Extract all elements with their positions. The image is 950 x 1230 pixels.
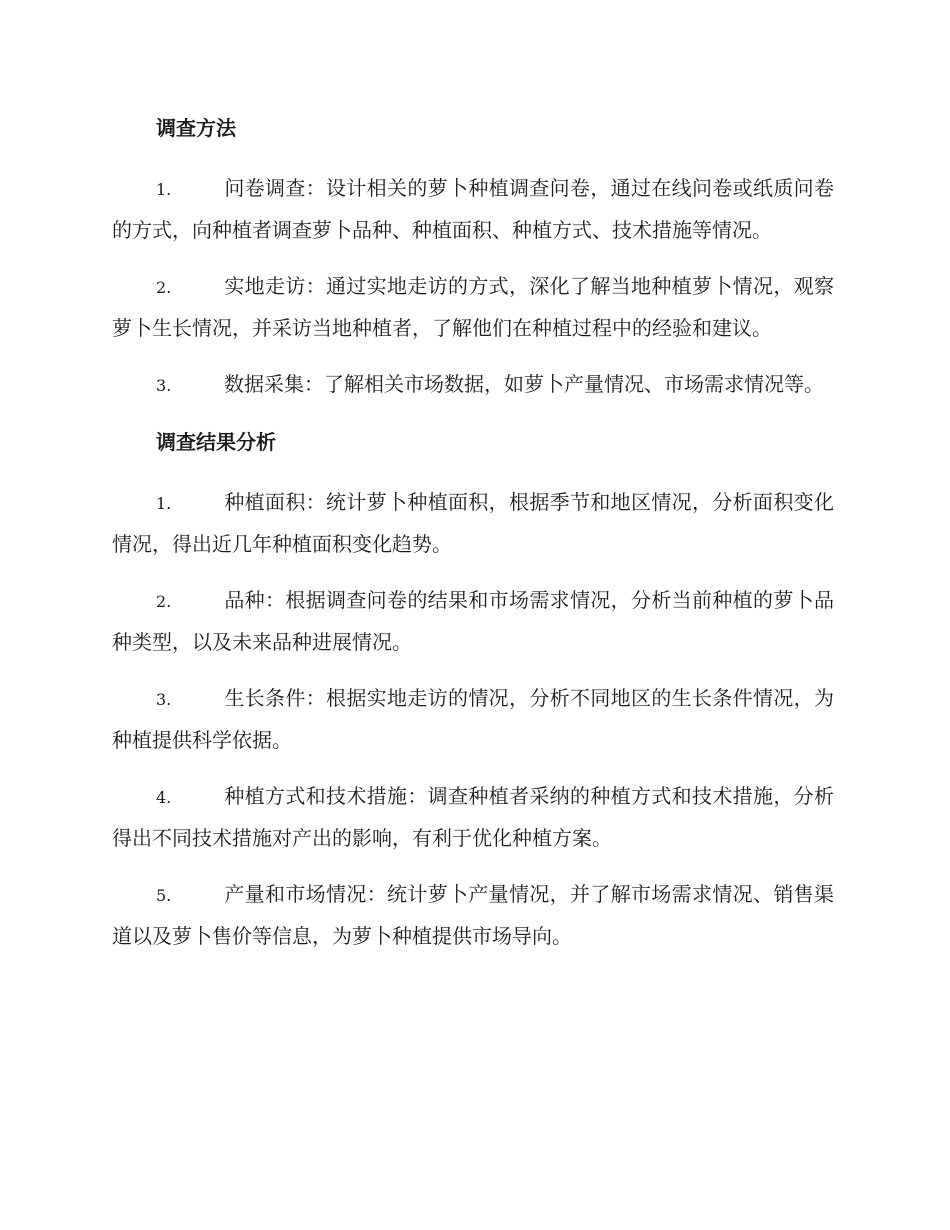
list-item — [112, 874, 834, 956]
list-item-text: 品种：根据调查问卷的结果和市场需求情况，分析当前种植的萝卜品种类型，以及未来品种进展情况。 — [112, 588, 834, 654]
list-number: 1. — [156, 180, 172, 199]
list-number: 3. — [156, 690, 172, 709]
list-item-text: 生长条件：根据实地走访的情况，分析不同地区的生长条件情况，为种植提供科学依据。 — [112, 686, 834, 752]
list-item-text: 种植面积：统计萝卜种植面积，根据季节和地区情况，分析面积变化情况，得出近几年种植面积变化趋势。 — [112, 490, 834, 556]
list-item — [112, 482, 834, 564]
list-number: 2. — [156, 278, 172, 297]
section-heading: 调查结果分析 — [156, 430, 276, 454]
list-item — [112, 266, 834, 348]
list-number: 1. — [156, 494, 172, 513]
document-page — [112, 108, 834, 972]
list-item-text: 产量和市场情况：统计萝卜产量情况，并了解市场需求情况、销售渠道以及萝卜售价等信息，为萝卜种植提供市场导向。 — [112, 882, 834, 948]
list-number: 2. — [156, 592, 172, 611]
list-item — [112, 580, 834, 662]
list-item-text: 问卷调查：设计相关的萝卜种植调查问卷，通过在线问卷或纸质问卷的方式，向种植者调查萝卜品种、种植面积、种植方式、技术措施等情况。 — [112, 176, 834, 242]
list-item-text: 数据采集：了解相关市场数据，如萝卜产量情况、市场需求情况等。 — [224, 372, 824, 396]
list-number: 5. — [156, 886, 172, 905]
list-item — [112, 678, 834, 760]
list-number: 4. — [156, 788, 172, 807]
list-item-text: 实地走访：通过实地走访的方式，深化了解当地种植萝卜情况，观察萝卜生长情况，并采访当地种植者，了解他们在种植过程中的经验和建议。 — [112, 274, 834, 340]
list-item-text: 种植方式和技术措施：调查种植者采纳的种植方式和技术措施，分析得出不同技术措施对产出的影响，有利于优化种植方案。 — [112, 784, 834, 850]
list-item — [112, 168, 834, 250]
list-number: 3. — [156, 376, 172, 395]
section-heading: 调查方法 — [156, 116, 236, 140]
list-item — [112, 364, 834, 406]
list-item — [112, 776, 834, 858]
